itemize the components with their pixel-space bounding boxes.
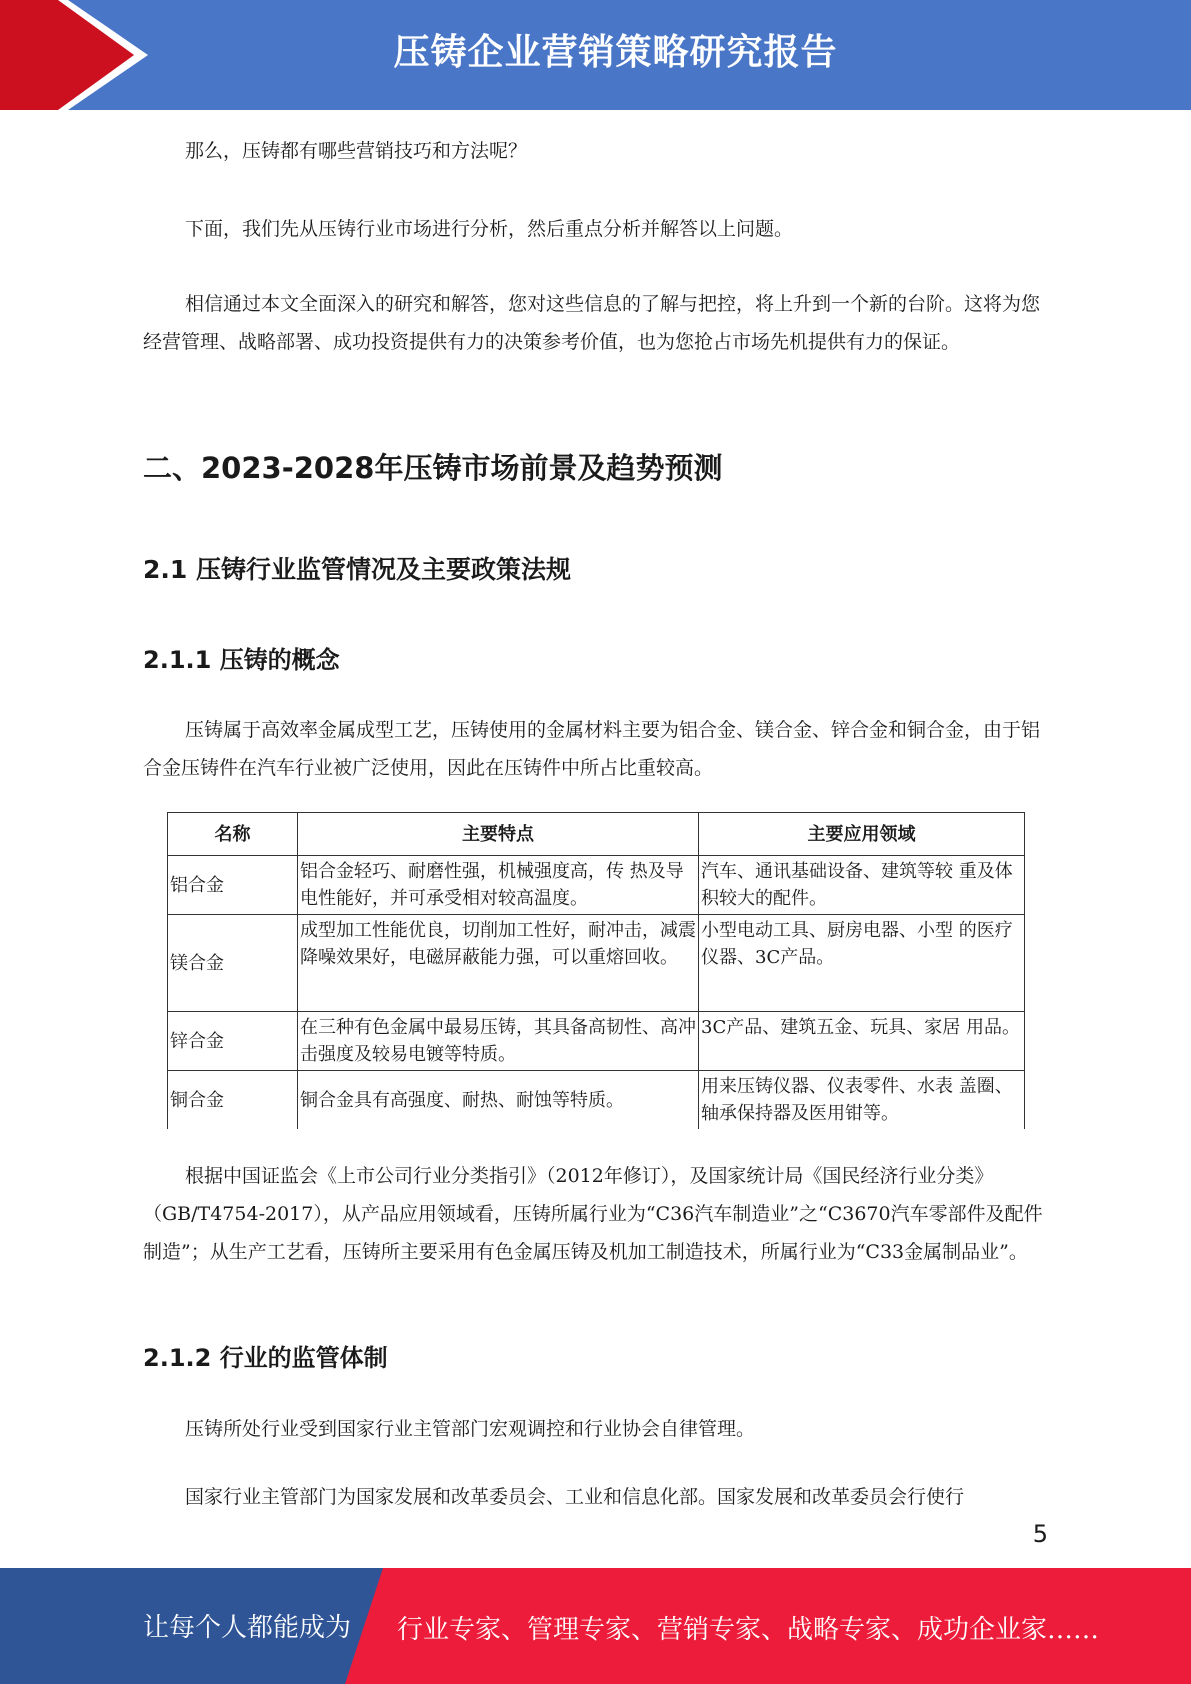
table-row xyxy=(168,1071,1025,1130)
paragraph-intro-value: 相信通过本文全面深入的研究和解答，您对这些信息的了解与把控，将上升到一个新的台阶。这将为您经营管理、战略部署、成功投资提供有力的决策参考价值，也为您抢占市场先机提供有力的保证。 xyxy=(143,293,1041,353)
table-header-applications: 主要应用领域 xyxy=(699,813,1025,856)
table-row xyxy=(168,915,1025,1012)
page-footer xyxy=(0,1568,1191,1684)
table-cell-features: 成型加工性能优良，切削加工性好，耐冲击，减震降噪效果好，电磁屏蔽能力强，可以重熔回收。 xyxy=(298,915,699,1012)
paragraph-intro-question: 那么，压铸都有哪些营销技巧和方法呢？ xyxy=(185,140,528,162)
table-row xyxy=(168,1012,1025,1071)
table-cell-features: 在三种有色金属中最易压铸，其具备高韧性、高冲击强度及较易电镀等特质。 xyxy=(298,1012,699,1071)
alloy-table xyxy=(167,812,1025,1129)
table-cell-name: 锌合金 xyxy=(168,1012,298,1071)
paragraph-industry-classification: 根据中国证监会《上市公司行业分类指引》（2012年修订），及国家统计局《国民经济行业分类》（GB/T4754-2017），从产品应用领域看，压铸所属行业为“C36汽车制造业”之“C3670汽车零部件及配件制造”；从生产工艺看，压铸所主要采用有色金属压铸及机加工制造技术，所属行业为“C33金属制品业”。 xyxy=(143,1165,1043,1263)
header-title: 压铸企业营销策略研究报告 xyxy=(393,32,838,73)
footer-slogan-right: 行业专家、管理专家、营销专家、战略专家、成功企业家…… xyxy=(397,1615,1100,1645)
page-header xyxy=(0,0,1191,110)
table-row xyxy=(168,856,1025,915)
table-cell-name: 铝合金 xyxy=(168,856,298,915)
paragraph-regulators: 国家行业主管部门为国家发展和改革委员会、工业和信息化部。国家发展和改革委员会行使行 xyxy=(185,1486,965,1508)
paragraph-die-casting-concept: 压铸属于高效率金属成型工艺，压铸使用的金属材料主要为铝合金、镁合金、锌合金和铜合金，由于铝合金压铸件在汽车行业被广泛使用，因此在压铸件中所占比重较高。 xyxy=(143,719,1041,779)
table-header-row xyxy=(168,813,1025,856)
footer-slogan-left: 让每个人都能成为 xyxy=(143,1613,352,1643)
table-cell-applications: 小型电动工具、厨房电器、小型 的医疗仪器、3C产品。 xyxy=(699,915,1025,1012)
paragraph-regulation-overview: 压铸所处行业受到国家行业主管部门宏观调控和行业协会自律管理。 xyxy=(185,1418,756,1440)
table-cell-name: 铜合金 xyxy=(168,1071,298,1130)
paragraph-intro-plan: 下面，我们先从压铸行业市场进行分析，然后重点分析并解答以上问题。 xyxy=(185,218,794,240)
table-header-name: 名称 xyxy=(168,813,298,856)
table-header-features: 主要特点 xyxy=(298,813,699,856)
page-number: 5 xyxy=(1032,1520,1048,1548)
table-cell-name: 镁合金 xyxy=(168,915,298,1012)
subsection-heading-2-1-1: 2.1.1 压铸的概念 xyxy=(143,646,340,674)
subsection-heading-2-1-2: 2.1.2 行业的监管体制 xyxy=(143,1344,388,1372)
section-heading-2: 二、2023-2028年压铸市场前景及趋势预测 xyxy=(143,451,723,485)
table-cell-features: 铜合金具有高强度、耐热、耐蚀等特质。 xyxy=(298,1071,699,1130)
table-cell-applications: 3C产品、建筑五金、玩具、家居 用品。 xyxy=(699,1012,1025,1071)
table-cell-applications: 汽车、通讯基础设备、建筑等较 重及体积较大的配件。 xyxy=(699,856,1025,915)
table-cell-features: 铝合金轻巧、耐磨性强，机械强度高，传 热及导电性能好，并可承受相对较高温度。 xyxy=(298,856,699,915)
subsection-heading-2-1: 2.1 压铸行业监管情况及主要政策法规 xyxy=(143,555,571,584)
table-cell-applications: 用来压铸仪器、仪表零件、水表 盖圈、轴承保持器及医用钳等。 xyxy=(699,1071,1025,1130)
